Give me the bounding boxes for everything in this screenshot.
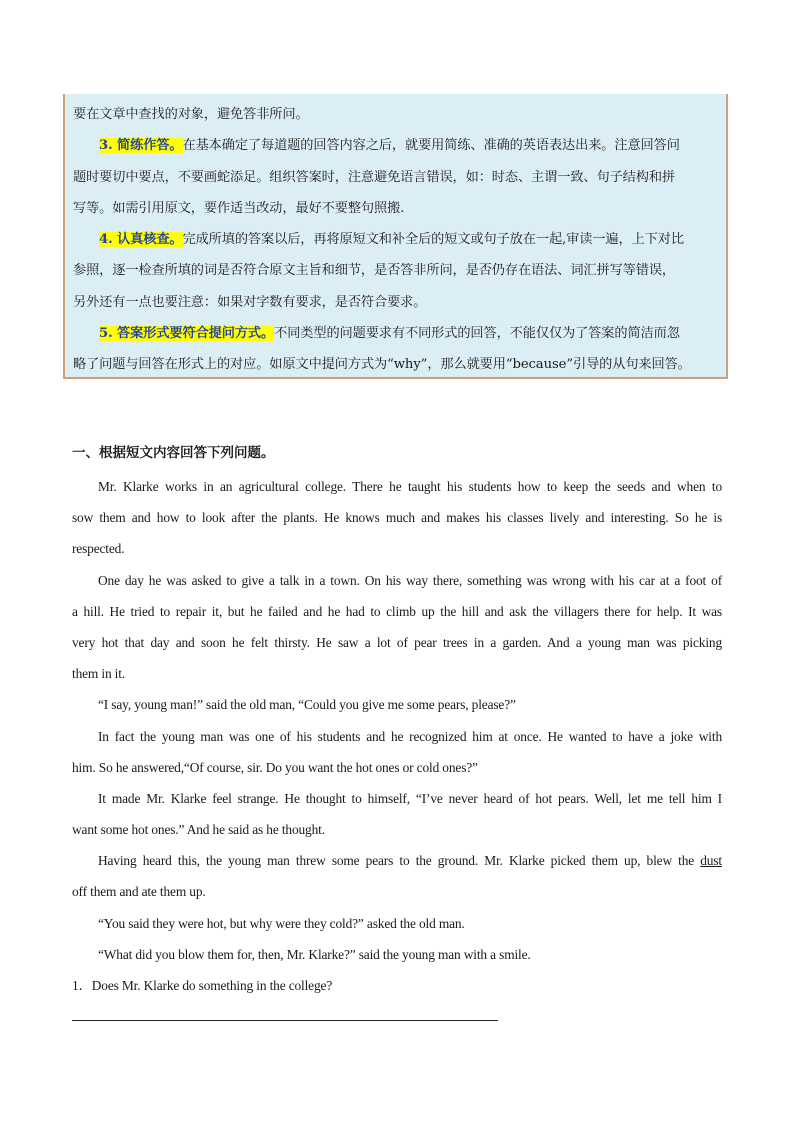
tips-box xyxy=(63,94,728,379)
tip-4-line-1 xyxy=(73,224,718,255)
paragraph-5-line: It made Mr. Klarke feel strange. He thought to himself, “I’ve never heard of hot pears. Well, let me tell him I xyxy=(98,790,722,806)
tip-3-text-1: 在基本确定了每道题的回答内容之后，就要用简练、准确的英语表达出来。注意回答问 xyxy=(182,138,680,154)
paragraph-7: “You said they were hot, but why were they cold?” asked the old man. xyxy=(98,915,465,931)
paragraph-4-line: In fact the young man was one of his students and he recognized him at once. He wanted to have a joke with xyxy=(98,728,722,744)
tip-3-line-3: 写等。如需引用原文，要作适当改动，最好不要整句照搬. xyxy=(73,200,405,216)
paragraph-2-line: One day he was asked to give a talk in a town. On his way there, something was wrong with his car at a foot of xyxy=(98,572,722,588)
tip-3-label: 3. 简练作答。 xyxy=(99,138,183,154)
paragraph-2-line: very hot that day and soon he felt thirsty. He saw a lot of pear trees in a garden. And a young man was picking xyxy=(72,634,722,650)
paragraph-5-line: want some hot ones.” And he said as he thought. xyxy=(72,822,325,838)
tip-5-line-1 xyxy=(73,318,718,349)
question-1: 1．Does Mr. Klarke do something in the college? xyxy=(72,978,333,993)
tip-5-label: 5. 答案形式要符合提问方式。 xyxy=(99,326,275,342)
tip-4-line-2: 参照，逐一检查所填的词是否符合原文主旨和细节，是否答非所问，是否仍存在语法、词汇拼写等错误， xyxy=(73,263,676,279)
answer-line-1 xyxy=(72,1020,498,1021)
tip-4-text-1: 完成所填的答案以后，再将原短文和补全后的短文或句子放在一起,审读一遍，上下对比 xyxy=(182,232,684,248)
paragraph-6-line: off them and ate them up. xyxy=(72,884,206,900)
tips-intro-line: 要在文章中查找的对象，避免答非所问。 xyxy=(73,107,309,122)
paragraph-2-line: a hill. He tried to repair it, but he failed and he had to climb up the hill and ask the villagers there for help. It was xyxy=(72,603,722,619)
paragraph-3: “I say, young man!” said the old man, “Could you give me some pears, please?” xyxy=(98,697,516,713)
tip-3-line-1 xyxy=(73,130,718,161)
paragraph-8: “What did you blow them for, then, Mr. Klarke?” said the young man with a smile. xyxy=(98,946,531,962)
tip-4-label: 4. 认真核查。 xyxy=(99,232,183,248)
reading-exercise xyxy=(72,440,722,1001)
paragraph-1-line: respected. xyxy=(72,541,125,557)
tip-5-text-1: 不同类型的问题要求有不同形式的回答，不能仅仅为了答案的简洁而忽 xyxy=(274,326,680,342)
paragraph-6-line xyxy=(72,845,722,876)
paragraph-1-line: sow them and how to look after the plants. He knows much and makes his classes lively and interesting. So he is xyxy=(72,510,722,526)
paragraph-4-line: him. So he answered,“Of course, sir. Do you want the hot ones or cold ones?” xyxy=(72,759,478,775)
paragraph-6-text: Having heard this, the young man threw some pears to the ground. Mr. Klarke picked them up, blew the xyxy=(98,853,701,869)
paragraph-2-line: them in it. xyxy=(72,666,126,682)
tip-4-line-3: 另外还有一点也要注意：如果对字数有要求，是否符合要求。 xyxy=(73,294,427,310)
underlined-word-dust: dust xyxy=(700,853,722,869)
tip-3-line-2: 题时要切中要点，不要画蛇添足。组织答案时，注意避免语言错误，如：时态、主谓一致、句子结构和拼 xyxy=(73,169,676,185)
paragraph-1-line: Mr. Klarke works in an agricultural college. There he taught his students how to keep the seeds and when to xyxy=(98,479,722,494)
exercise-heading: 一、根据短文内容回答下列问题。 xyxy=(72,445,275,461)
tip-5-line-2: 略了问题与回答在形式上的对应。如原文中提问方式为“why”，那么就要用“because”引导的从句来回答。 xyxy=(73,357,691,373)
